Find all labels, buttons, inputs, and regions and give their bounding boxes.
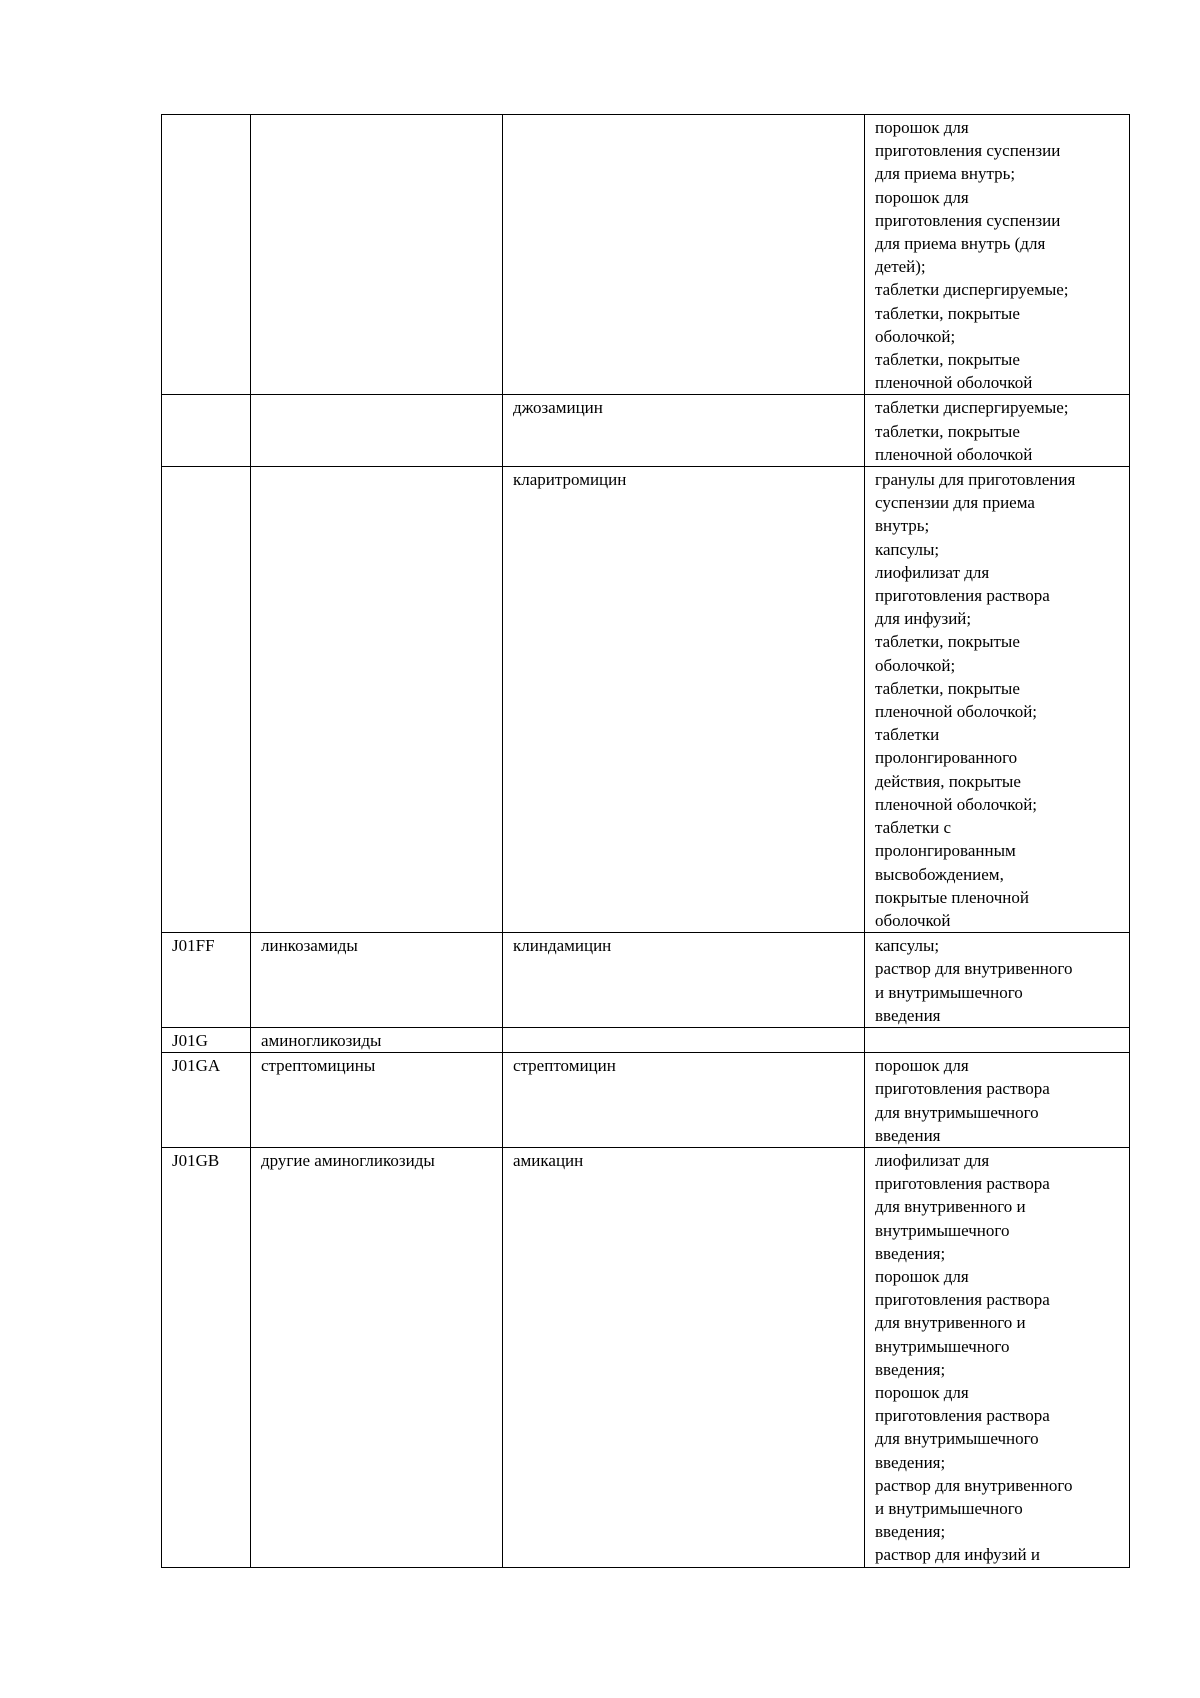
dosage-form-cell [865, 1027, 1130, 1052]
drug-name-cell [503, 115, 865, 395]
drug-name-text [513, 1029, 855, 1052]
dosage-form-line: капсулы; [875, 936, 940, 956]
table-row [162, 1027, 1130, 1052]
dosage-form-line: капсулы; [875, 539, 940, 559]
dosage-form-line: таблетки диспергируемые; [875, 280, 1069, 300]
atc-code-text [172, 396, 241, 419]
atc-code-cell [162, 1053, 251, 1148]
table-row [162, 933, 1130, 1028]
dosage-form-line: порошок для [875, 1382, 969, 1402]
drug-name-text: амикацин [513, 1150, 584, 1170]
dosage-form-line: лиофилизат для [875, 562, 990, 582]
dosage-form-line: введения; [875, 1243, 946, 1263]
drug-name-text: стрептомицин [513, 1056, 616, 1076]
dosage-form-line: таблетки, покрытые [875, 350, 1020, 370]
dosage-form-line: для инфузий; [875, 609, 972, 629]
dosage-form-line: и внутримышечного [875, 982, 1023, 1002]
drug-name-cell [503, 1027, 865, 1052]
atc-group-cell [251, 1053, 503, 1148]
atc-group-cell [251, 933, 503, 1028]
dosage-form-line: таблетки, покрытые [875, 632, 1020, 652]
atc-group-text: линкозамиды [261, 936, 358, 956]
dosage-form-line: таблетки диспергируемые; [875, 398, 1069, 418]
drug-name-cell [503, 1053, 865, 1148]
atc-code-text: J01G [172, 1030, 208, 1050]
dosage-form-line: раствор для внутривенного [875, 1475, 1073, 1495]
dosage-form-line: введения; [875, 1452, 946, 1472]
table-row [162, 395, 1130, 467]
dosage-form-line: пленочной оболочкой [875, 373, 1033, 393]
drug-name-text [513, 116, 855, 139]
atc-code-cell [162, 1147, 251, 1567]
dosage-form-line: и внутримышечного [875, 1498, 1023, 1518]
drug-name-cell [503, 1147, 865, 1567]
atc-code-cell [162, 467, 251, 933]
drug-name-text: клиндамицин [513, 936, 612, 956]
dosage-form-line: введения; [875, 1522, 946, 1542]
drug-name-cell [503, 395, 865, 467]
dosage-form-line: порошок для [875, 1266, 969, 1286]
dosage-form-cell [865, 467, 1130, 933]
dosage-form-line: для приема внутрь (для [875, 234, 1046, 254]
dosage-form-line: высвобождением, [875, 864, 1004, 884]
atc-group-cell [251, 115, 503, 395]
dosage-form-line: оболочкой; [875, 326, 956, 346]
atc-code-text [172, 468, 241, 491]
dosage-form-line: порошок для [875, 187, 969, 207]
dosage-form-line: действия, покрытые [875, 771, 1021, 791]
atc-group-text: другие аминогликозиды [261, 1150, 435, 1170]
dosage-form-line: для внутривенного и [875, 1313, 1026, 1333]
dosage-form-line: введения; [875, 1359, 946, 1379]
dosage-form-line: введения [875, 1005, 941, 1025]
atc-group-text [261, 468, 493, 491]
table-row [162, 115, 1130, 395]
dosage-form-line: пленочной оболочкой; [875, 794, 1038, 814]
dosage-form-line: внутримышечного [875, 1220, 1010, 1240]
atc-code-text [172, 116, 241, 139]
dosage-form-line: порошок для [875, 1056, 969, 1076]
atc-group-cell [251, 395, 503, 467]
dosage-form-line: внутримышечного [875, 1336, 1010, 1356]
dosage-form-line: для внутримышечного [875, 1429, 1039, 1449]
dosage-form-line: лиофилизат для [875, 1150, 990, 1170]
dosage-form-cell [865, 395, 1130, 467]
atc-group-cell [251, 1027, 503, 1052]
drug-name-cell [503, 467, 865, 933]
atc-group-text [261, 396, 493, 419]
dosage-form-line: порошок для [875, 118, 969, 137]
dosage-form-line: покрытые пленочной [875, 887, 1029, 907]
table-row [162, 1053, 1130, 1148]
dosage-form-cell [865, 933, 1130, 1028]
dosage-form-line: приготовления суспензии [875, 210, 1061, 230]
dosage-form-line: таблетки, покрытые [875, 421, 1020, 441]
dosage-form-line: приготовления суспензии [875, 141, 1061, 161]
dosage-form-cell [865, 1053, 1130, 1148]
dosage-form-line: для приема внутрь; [875, 164, 1016, 184]
dosage-form-line: таблетки [875, 725, 940, 745]
dosage-form-line: приготовления раствора [875, 1406, 1050, 1426]
atc-code-text: J01GA [172, 1056, 221, 1076]
dosage-form-line: внутрь; [875, 516, 930, 536]
table-row [162, 467, 1130, 933]
table-row [162, 1147, 1130, 1567]
dosage-form-line: приготовления раствора [875, 1174, 1050, 1194]
dosage-form-line: пролонгированного [875, 748, 1018, 768]
drug-name-cell [503, 933, 865, 1028]
empty-form-line [875, 1029, 1120, 1052]
medication-table [161, 114, 1130, 1568]
drug-name-text: джозамицин [513, 398, 603, 418]
dosage-form-cell [865, 1147, 1130, 1567]
dosage-form-line: гранулы для приготовления [875, 470, 1076, 490]
dosage-form-line: раствор для внутривенного [875, 959, 1073, 979]
drug-name-text: кларитромицин [513, 470, 627, 490]
dosage-form-line: приготовления раствора [875, 1079, 1050, 1099]
atc-group-text: аминогликозиды [261, 1030, 382, 1050]
dosage-form-line: пролонгированным [875, 841, 1016, 861]
medication-table-body [162, 115, 1130, 1568]
dosage-form-line: детей); [875, 257, 926, 277]
dosage-form-line: для внутримышечного [875, 1102, 1039, 1122]
dosage-form-line: оболочкой [875, 910, 951, 930]
dosage-form-line: суспензии для приема [875, 493, 1035, 513]
atc-code-text: J01FF [172, 936, 215, 956]
atc-group-cell [251, 1147, 503, 1567]
dosage-form-line: введения [875, 1125, 941, 1145]
dosage-form-line: таблетки, покрытые [875, 678, 1020, 698]
atc-code-cell [162, 395, 251, 467]
atc-code-cell [162, 933, 251, 1028]
dosage-form-line: пленочной оболочкой; [875, 702, 1038, 722]
atc-group-cell [251, 467, 503, 933]
dosage-form-line: приготовления раствора [875, 586, 1050, 606]
dosage-form-line: таблетки, покрытые [875, 303, 1020, 323]
dosage-form-line: приготовления раствора [875, 1290, 1050, 1310]
dosage-form-line: таблетки с [875, 818, 952, 838]
atc-group-text: стрептомицины [261, 1056, 376, 1076]
dosage-form-line: раствор для инфузий и [875, 1545, 1040, 1565]
atc-code-text: J01GB [172, 1150, 220, 1170]
atc-code-cell [162, 1027, 251, 1052]
atc-group-text [261, 116, 493, 139]
dosage-form-line: для внутривенного и [875, 1197, 1026, 1217]
dosage-form-line: оболочкой; [875, 655, 956, 675]
dosage-form-line: пленочной оболочкой [875, 444, 1033, 464]
dosage-form-cell [865, 115, 1130, 395]
atc-code-cell [162, 115, 251, 395]
